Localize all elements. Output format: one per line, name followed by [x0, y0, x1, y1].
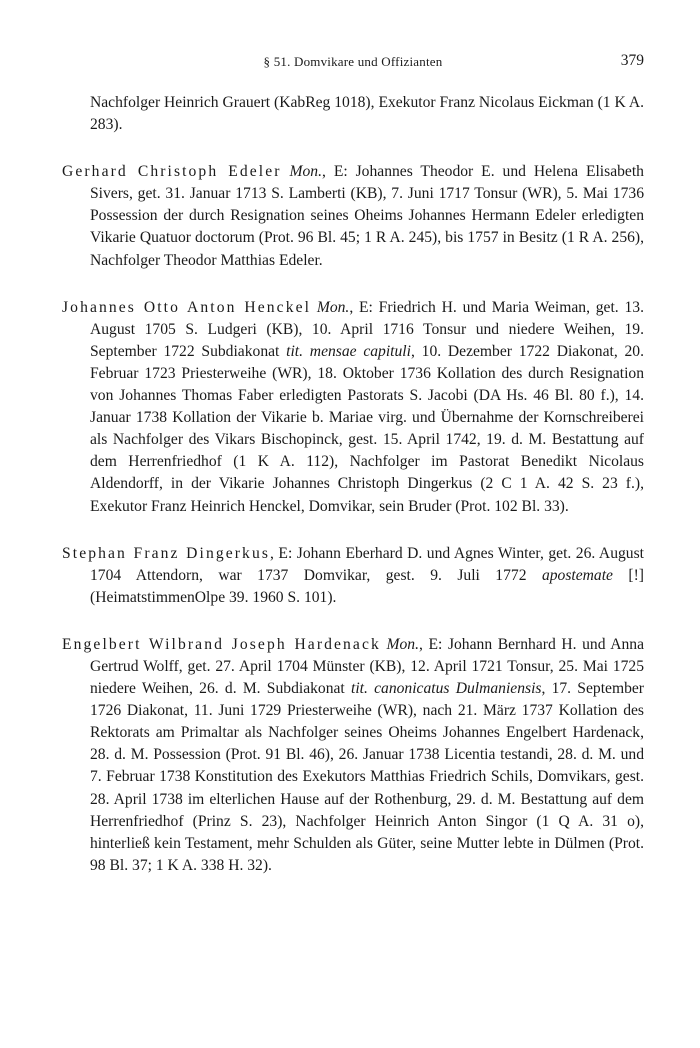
entry-text: , E: Johann Eberhard D. und Agnes Winter, get. 26. August 1704 Attendorn, war 1737 Domvikar, gest. 9. Juli 1772: [90, 544, 644, 584]
entry-text: , E: Johann Bernhard H. und Anna Gertrud Wolff, get. 27. April 1704 Münster (KB), 12. April 1721 Tonsur, 25. Mai 1725 niedere Weihen, 26. d. M. Subdiakonat: [90, 635, 645, 698]
entry-text-italic: apostemate: [541, 566, 613, 584]
entry-continuation: [62, 92, 644, 136]
running-head: § 51. Domvikare und Offizianten: [263, 54, 443, 69]
entry-edeler: [62, 161, 644, 271]
person-name: Johannes Otto Anton Henckel: [62, 298, 312, 316]
entry-dingerkus: [62, 543, 644, 609]
entry-text-italic: Mon.: [386, 635, 419, 653]
page-body: [62, 92, 644, 877]
page-header: [62, 52, 644, 72]
entry-text: [!] (HeimatstimmenOlpe 39. 1960 S. 101).: [90, 566, 644, 606]
entry-text: , E: Friedrich H. und Maria Weiman, get. 13. August 1705 S. Ludgeri (KB), 10. April 1716 Tonsur und niedere Weihen, 19. September 1722 Subdiakonat: [90, 298, 644, 360]
entry-text: Nachfolger Heinrich Grauert (KabReg 1018), Exekutor Franz Nicolaus Eickman (1 K A. 283).: [90, 94, 644, 134]
entry-text: , 10. Dezember 1722 Diakonat, 20. Februar 1723 Priesterweihe (WR), 18. Oktober 1736 Kollation des durch Resignation von Johannes Thomas Faber erledigten Pastorats S. Jacobi (DA Hs. 46 Bl. 80 f.), 14. Januar 1738 Kollation der Vikarie b. Mariae virg. und Übernahme der Kornschreiberei als Nachfolger des Vikars Bischopinck, gest. 15. April 1742, 19. d. M. Bestattung auf dem Herrenfriedhof (1 K A. 112), Nachfolger im Pastorat Benedikt Nicolaus Aldendorff, in der Vikarie Johannes Christoph Dingerkus (2 C 1 A. 42 S. 23 f.), Exekutor Franz Heinrich Henckel, Domvikar, sein Bruder (Prot. 102 Bl. 33).: [90, 342, 645, 515]
entry-text-italic: Mon.: [289, 163, 322, 181]
entry-hardenack: [62, 634, 644, 877]
page-number: 379: [620, 52, 644, 69]
entry-text: [282, 163, 290, 180]
person-name: Engelbert Wilbrand Joseph Hardenack: [62, 635, 381, 653]
entry-text: , 17. September 1726 Diakonat, 11. Juni 1729 Priesterweihe (WR), nach 21. März 1737 Kollation des Rektorats am Primaltar als Nachfolger seines Oheims Johannes Engelbert Hardenack, 28. d. M. Possession (Prot. 91 Bl. 46), 26. Januar 1738 Licentia testandi, 28. d. M. und 7. Februar 1738 Konstitution des Exekutors Matthias Friedrich Schils, Domvikars, gest. 28. April 1738 im elterlichen Hause auf der Rothenburg, 29. d. M. Bestattung auf dem Herrenfriedhof (Prinz S. 23), Nachfolger Heinrich Anton Singor (1 Q A. 31 o), hinterließ kein Testament, mehr Schulden als Güter, seine Mutter lebte in Dülmen (Prot. 98 Bl. 37; 1 K A. 338 H. 32).: [90, 680, 644, 874]
person-name: Gerhard Christoph Edeler: [62, 163, 282, 181]
entry-henckel: [62, 297, 644, 518]
entry-text-italic: tit. canonicatus Dulmaniensis: [351, 680, 542, 698]
entry-text-italic: tit. mensae capituli: [286, 342, 411, 360]
entry-text-italic: Mon.: [316, 298, 350, 316]
person-name: Stephan Franz Dingerkus: [62, 544, 271, 562]
entry-text: , E: Johannes Theodor E. und Helena Elisabeth Sivers, get. 31. Januar 1713 S. Lamberti (KB), 7. Juni 1717 Tonsur (WR), 5. Mai 1736 Possession der durch Resignation seines Oheims Johannes Hermann Edeler erledigten Vikarie Quatuor doctorum (Prot. 96 Bl. 45; 1 R A. 245), bis 1757 in Besitz (1 R A. 256), Nachfolger Theodor Matthias Edeler.: [90, 163, 644, 269]
